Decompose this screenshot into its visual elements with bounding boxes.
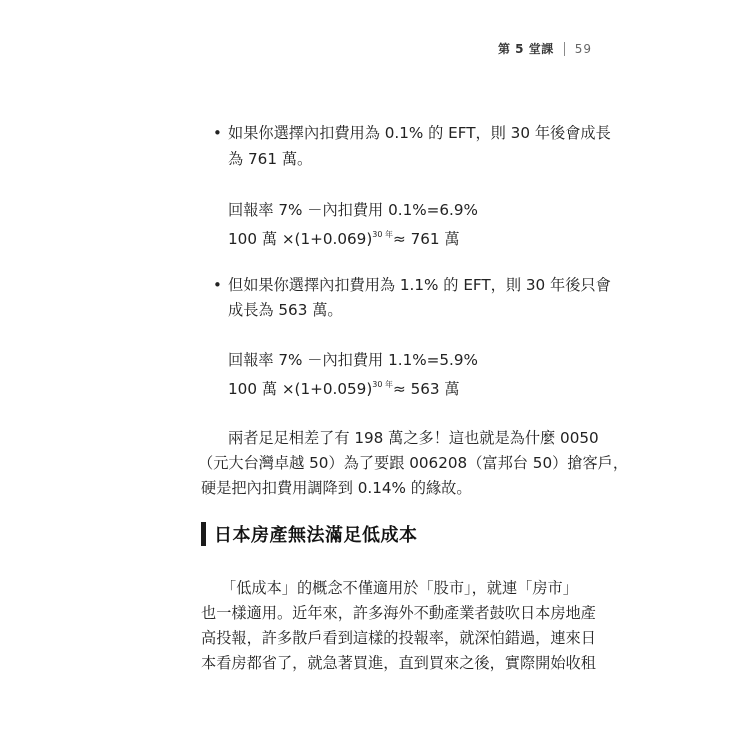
bullet-2-calc-rate: 回報率 7% －內扣費用 1.1%=5.9% bbox=[228, 351, 478, 369]
bullet-1-line-1: 如果你選擇內扣費用為 0.1% 的 EFT，則 30 年後會成長 bbox=[228, 124, 611, 142]
bullet-1-calc-formula bbox=[228, 225, 460, 249]
section-heading-text: 日本房產無法滿足低成本 bbox=[214, 525, 418, 546]
bullet-1-line-2: 為 761 萬。 bbox=[228, 150, 313, 168]
formula-exponent: 30 年 bbox=[372, 230, 394, 239]
paragraph-2-line-3: 高投報，許多散戶看到這樣的投報率，就深怕錯過，連來日 bbox=[201, 629, 596, 647]
formula-prefix: 100 萬 ×(1+0.069) bbox=[228, 230, 373, 248]
paragraph-1-line-2: （元大台灣卓越 50）為了要跟 006208（富邦台 50）搶客戶， bbox=[198, 454, 629, 472]
section-heading bbox=[201, 521, 418, 547]
bullet-marker: • bbox=[213, 276, 222, 294]
bullet-marker: • bbox=[213, 124, 222, 142]
header-divider bbox=[564, 42, 565, 56]
formula-exponent: 30 年 bbox=[372, 380, 394, 389]
running-header bbox=[498, 40, 592, 57]
bullet-2-line-1: 但如果你選擇內扣費用為 1.1% 的 EFT，則 30 年後只會 bbox=[228, 276, 611, 294]
paragraph-1-line-3: 硬是把內扣費用調降到 0.14% 的緣故。 bbox=[201, 479, 472, 497]
heading-bar bbox=[201, 522, 206, 546]
chapter-label: 第 5 堂課 bbox=[498, 42, 554, 56]
page-number: 59 bbox=[574, 41, 592, 56]
paragraph-1-line-1: 兩者足足相差了有 198 萬之多！這也就是為什麼 0050 bbox=[228, 429, 599, 447]
paragraph-2-line-4: 本看房都省了，就急著買進，直到買來之後，實際開始收租 bbox=[201, 654, 596, 672]
paragraph-2-line-2: 也一樣適用。近年來，許多海外不動產業者鼓吹日本房地產 bbox=[201, 604, 596, 622]
formula-result: ≈ 761 萬 bbox=[393, 230, 460, 248]
formula-prefix: 100 萬 ×(1+0.059) bbox=[228, 380, 373, 398]
formula-result: ≈ 563 萬 bbox=[393, 380, 460, 398]
bullet-2-calc-formula bbox=[228, 375, 460, 399]
bullet-2-line-2: 成長為 563 萬。 bbox=[228, 301, 343, 319]
paragraph-2-line-1: 「低成本」的概念不僅適用於「股市」，就連「房市」 bbox=[221, 579, 578, 597]
bullet-1-calc-rate: 回報率 7% －內扣費用 0.1%=6.9% bbox=[228, 201, 478, 219]
